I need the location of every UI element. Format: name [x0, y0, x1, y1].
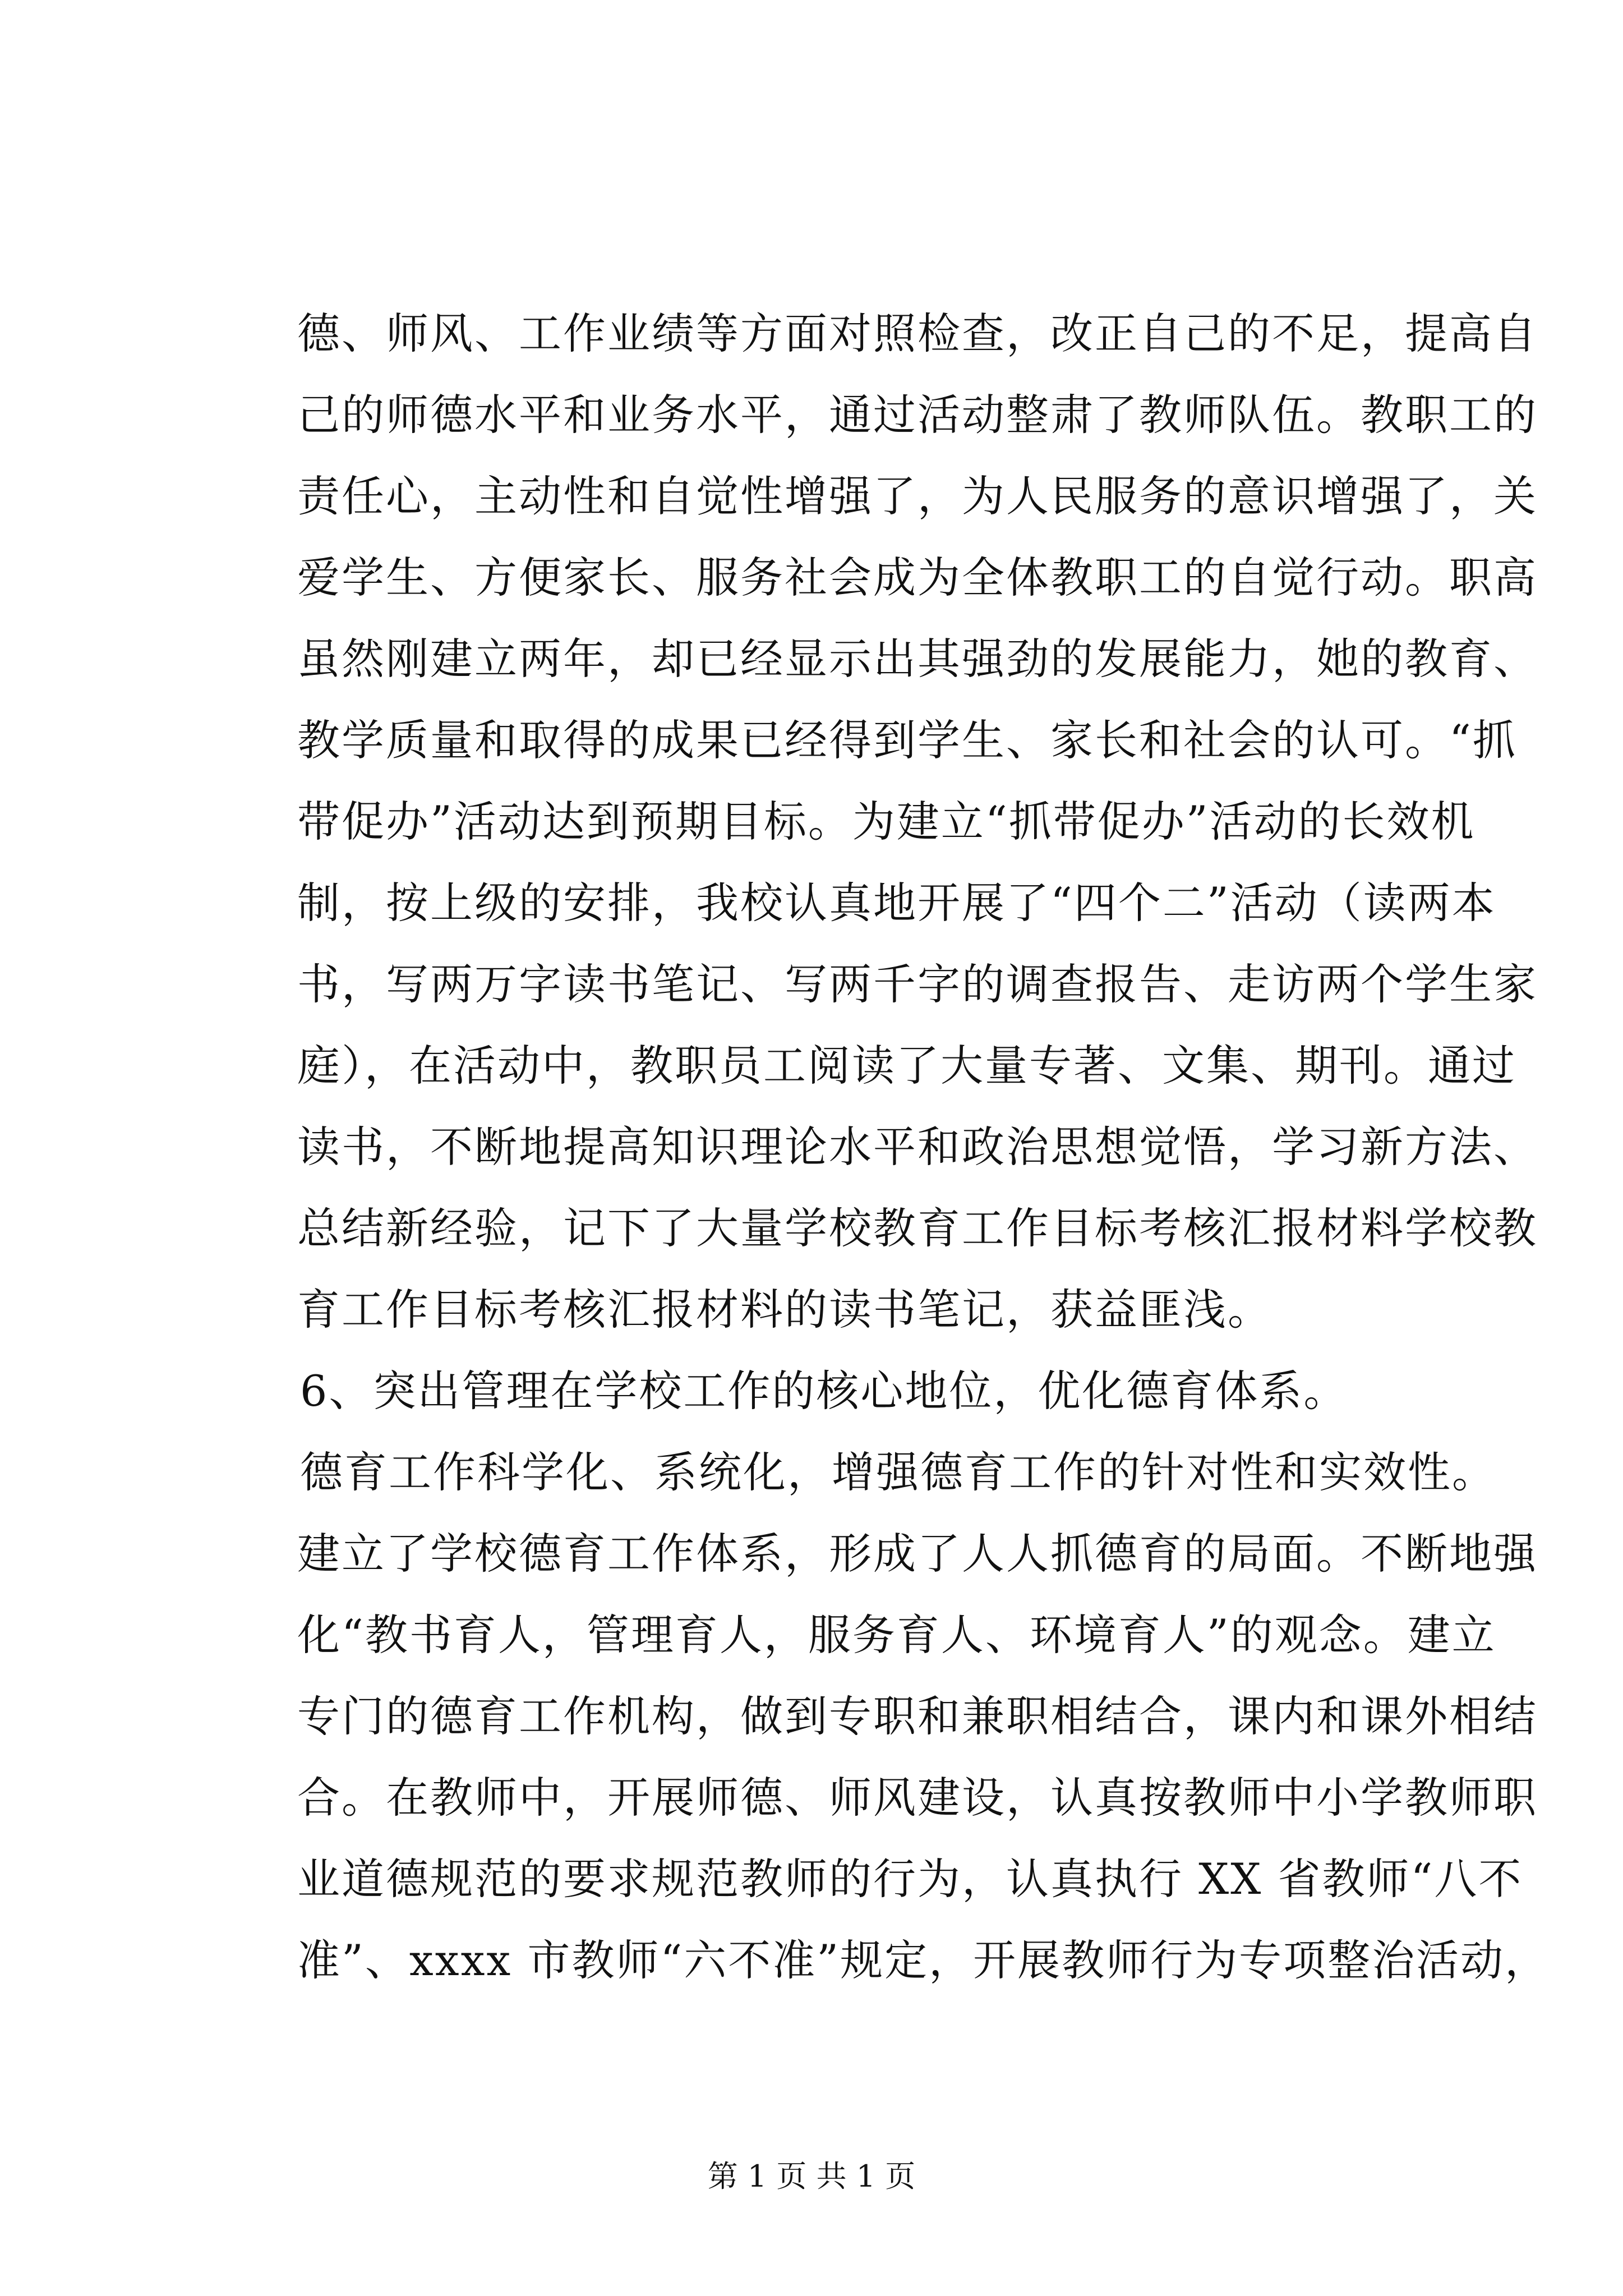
body-line-21: 准”、xxxx 市教师“六不准”规定，开展教师行为专项整治活动， — [297, 1935, 1550, 1985]
body-line-16: 建立了学校德育工作体系，形成了人人抓德育的局面。不断地强 — [297, 1529, 1538, 1579]
body-line-12: 总结新经验，记下了大量学校教育工作目标考核汇报材料学校教 — [297, 1203, 1538, 1253]
body-line-5: 虽然刚建立两年，却已经显示出其强劲的发展能力，她的教育、 — [297, 634, 1538, 684]
body-line-13: 育工作目标考核汇报材料的读书笔记，获益匪浅。 — [297, 1285, 1272, 1335]
body-line-2: 己的师德水平和业务水平，通过活动整肃了教师队伍。教职工的 — [297, 390, 1538, 440]
body-line-7: 带促办”活动达到预期目标。为建立“抓带促办”活动的长效机 — [297, 797, 1476, 846]
body-line-19: 合。在教师中，开展师德、师风建设，认真按教师中小学教师职 — [297, 1773, 1538, 1823]
section-heading-6: 6、突出管理在学校工作的核心地位，优化德育体系。 — [300, 1366, 1348, 1416]
page-number-footer: 第 1 页 共 1 页 — [707, 2159, 916, 2194]
body-line-18: 专门的德育工作机构，做到专职和兼职相结合，课内和课外相结 — [297, 1691, 1538, 1741]
body-line-11: 读书，不断地提高知识理论水平和政治思想觉悟，学习新方法、 — [297, 1122, 1538, 1172]
body-line-9: 书，写两万字读书笔记、写两千字的调查报告、走访两个学生家 — [297, 959, 1538, 1009]
body-line-6: 教学质量和取得的成果已经得到学生、家长和社会的认可。“抓 — [297, 715, 1517, 765]
body-line-10: 庭），在活动中，教职员工阅读了大量专著、文集、期刊。通过 — [297, 1041, 1516, 1091]
body-line-3: 责任心，主动性和自觉性增强了，为人民服务的意识增强了，关 — [297, 471, 1538, 521]
body-line-4: 爱学生、方便家长、服务社会成为全体教职工的自觉行动。职高 — [297, 553, 1538, 602]
body-line-15: 德育工作科学化、系统化，增强德育工作的针对性和实效性。 — [300, 1447, 1496, 1497]
body-line-20: 业道德规范的要求规范教师的行为，认真执行 XX 省教师“八不 — [297, 1854, 1523, 1904]
body-line-8: 制，按上级的安排，我校认真地开展了“四个二”活动（读两本 — [297, 878, 1496, 928]
body-line-17: 化“教书育人，管理育人，服务育人、环境育人”的观念。建立 — [297, 1610, 1496, 1660]
body-line-1: 德、师风、工作业绩等方面对照检查，改正自己的不足，提高自 — [297, 309, 1538, 358]
